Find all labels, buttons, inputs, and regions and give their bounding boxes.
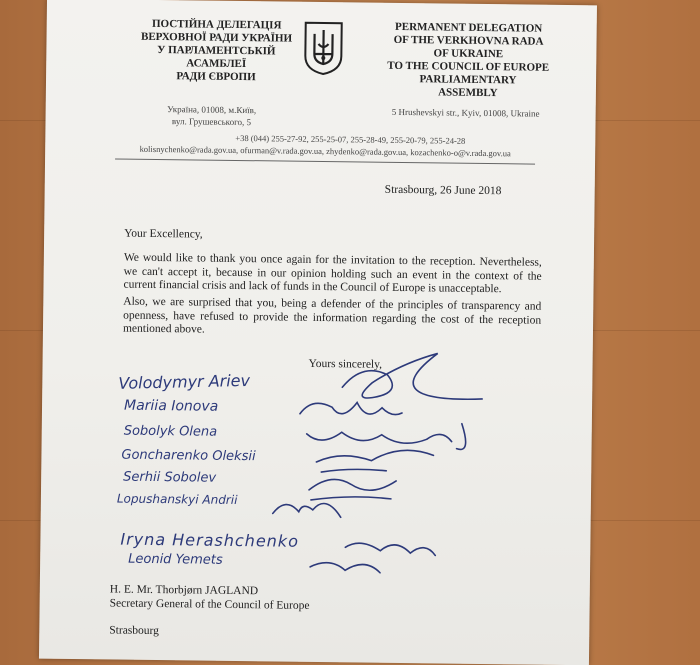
handwritten-name: Goncharenko Oleksii	[121, 447, 256, 465]
phone-numbers: +38 (044) 255-27-92, 255-25-07, 255-28-49, 255-20-79, 255-24-28	[235, 132, 466, 146]
signature-stroke	[273, 503, 341, 517]
recipient-title: Secretary General of the Council of Europe	[109, 597, 310, 612]
handwritten-name: Lopushanskyi Andrii	[116, 491, 238, 508]
signature-stroke	[342, 352, 483, 399]
address-line: Україна, 01008, м.Київ,	[167, 104, 257, 116]
signature-stroke	[309, 479, 396, 501]
letterhead-line: ASSEMBLY	[438, 86, 498, 100]
letterhead-line: OF THE VERKHOVNA RADA	[393, 33, 544, 48]
letter-date: Strasbourg, 26 June 2018	[384, 183, 502, 198]
handwritten-name: Leonid Yemets	[128, 551, 223, 568]
letterhead-line: У ПАРЛАМЕНТСЬКІЙ	[157, 43, 276, 58]
body-paragraph: Also, we are surprised that you, being a defender of the principles of transparency and openness, have refused to provide the information regarding the cost of the reception mentioned above.	[122, 295, 542, 336]
signature-stroke	[316, 449, 433, 473]
closing: Yours sincerely,	[308, 357, 383, 371]
handwritten-name: Sobolyk Olena	[123, 423, 218, 440]
handwritten-name: Iryna Herashchenko	[120, 529, 300, 551]
body-paragraph: We would like to thank you once again for the invitation to the reception. Nevertheless, we can't accept it, because in our opinion holding such an event in the context of the current financial crisis and lack of funds in the Council of Europe is unacceptable.	[123, 251, 542, 296]
signature-stroke	[345, 543, 435, 555]
handwritten-name: Volodymyr Ariev	[118, 370, 251, 393]
signature-stroke	[300, 402, 402, 415]
address-english: 5 Hrushevskyi str., Kyiv, 01008, Ukraine	[391, 106, 540, 119]
letterhead-line: ВЕРХОВНОЇ РАДИ УКРАЇНИ	[140, 30, 293, 45]
address-line: вул. Грушевського, 5	[171, 116, 252, 128]
letterhead-line: РАДИ ЄВРОПИ	[176, 70, 256, 84]
salutation: Your Excellency,	[124, 227, 203, 241]
recipient-name: H. E. Mr. Thorbjørn JAGLAND	[109, 583, 259, 598]
email-addresses: kolisnychenko@rada.gov.ua, ofurman@v.rada.gov.ua, zhydenko@rada.gov.ua, kozachenko-o@v.rada.gov.ua	[139, 143, 511, 159]
letterhead-line: АСАМБЛЕЇ	[186, 57, 247, 71]
signatures	[39, 0, 597, 665]
letter-page	[39, 0, 597, 665]
handwritten-name: Mariia Ionova	[123, 397, 219, 415]
letterhead-line: TO THE COUNCIL OF EUROPE	[387, 59, 550, 74]
signature-stroke	[307, 422, 466, 450]
letterhead-line: ПОСТІЙНА ДЕЛЕГАЦІЯ	[151, 17, 282, 32]
letterhead-line: PARLIAMENTARY	[419, 73, 517, 87]
recipient-city: Strasbourg	[109, 624, 160, 638]
handwritten-name: Serhii Sobolev	[123, 469, 217, 486]
letterhead-line: OF UKRAINE	[433, 47, 504, 61]
letterhead-line: PERMANENT DELEGATION	[395, 20, 543, 35]
signature-stroke	[310, 563, 380, 573]
